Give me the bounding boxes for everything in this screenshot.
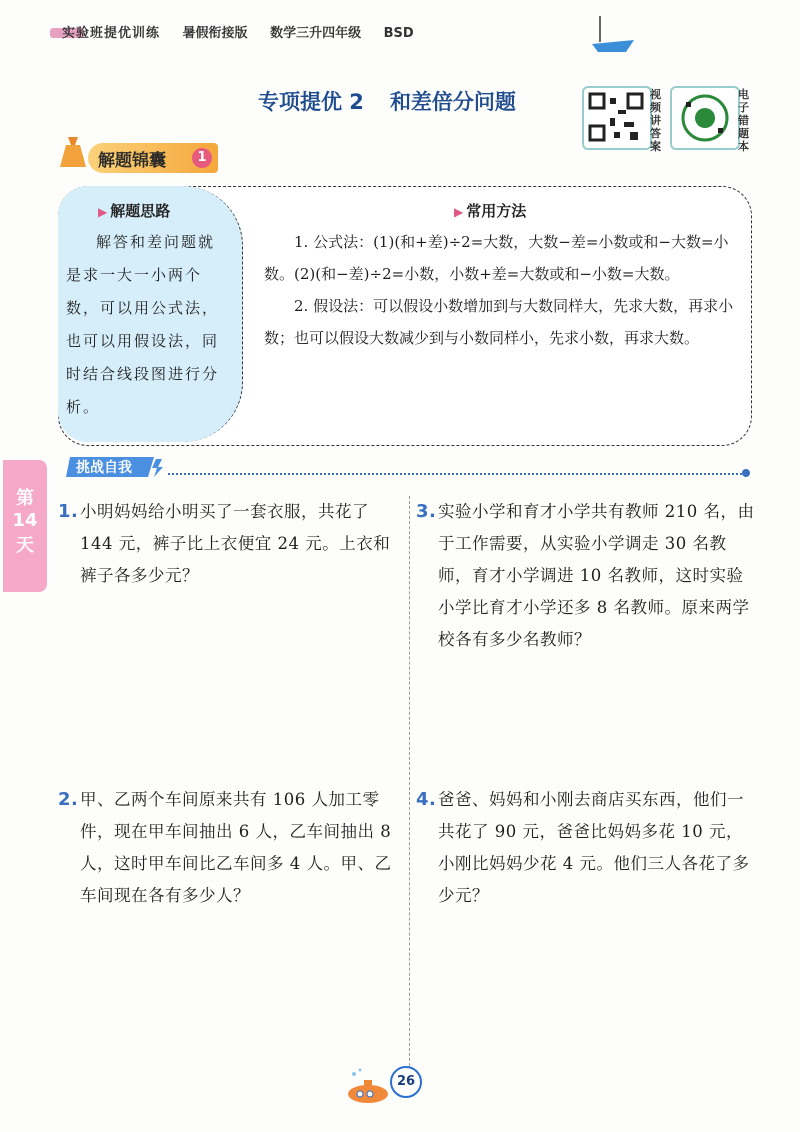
right-heading-text: 常用方法 bbox=[466, 202, 527, 220]
problem-number: 4. bbox=[416, 789, 437, 810]
edition: 暑假衔接版 bbox=[182, 26, 248, 41]
day-tab-line3: 天 bbox=[16, 535, 34, 556]
left-heading bbox=[98, 200, 170, 221]
day-tab bbox=[3, 460, 47, 592]
problem-3 bbox=[416, 496, 756, 656]
problem-number: 3. bbox=[416, 501, 437, 522]
section-number: 1 bbox=[192, 148, 212, 168]
page-title bbox=[258, 86, 516, 116]
method-1: 1. 公式法：(1)(和+差)÷2=大数，大数−差=小数或和−大数=小数。(2)(和−差)÷2=小数，小数+差=大数或和−小数=大数。 bbox=[264, 233, 729, 283]
money-bag-icon bbox=[58, 133, 88, 169]
problem-2 bbox=[58, 784, 398, 912]
challenge-label: 挑战自我 bbox=[76, 460, 132, 476]
page-number: 26 bbox=[390, 1066, 422, 1098]
qr-code-icon bbox=[672, 88, 738, 148]
column-divider bbox=[409, 496, 410, 1076]
methods-text bbox=[264, 226, 742, 354]
divider-endpoint bbox=[742, 469, 750, 477]
triangle-icon: ▶ bbox=[98, 205, 108, 219]
problem-text: 实验小学和育才小学共有教师 210 名，由于工作需要，从实验小学调走 30 名教师，育才小学调进 10 名教师，这时实验小学比育才小学还多 8 名教师。原来两学校各有多少名教师？ bbox=[438, 502, 755, 649]
qr-label-error-book: 电子错题本 bbox=[738, 88, 749, 153]
running-header bbox=[62, 22, 432, 41]
boat-icon bbox=[590, 14, 640, 60]
problem-text: 爸爸、妈妈和小刚去商店买东西，他们一共花了 90 元，爸爸比妈妈多花 10 元，小刚比妈妈少花 4 元。他们三人各花了多少元？ bbox=[438, 790, 750, 905]
publisher-code: BSD bbox=[383, 26, 414, 41]
submarine-icon bbox=[344, 1066, 396, 1106]
problem-1 bbox=[58, 496, 398, 592]
triangle-icon: ▶ bbox=[454, 205, 464, 219]
day-tab-line1: 第 bbox=[16, 488, 34, 509]
problem-text: 小明妈妈给小明买了一套衣服，共花了 144 元，裤子比上衣便宜 24 元。上衣和裤子各多少元？ bbox=[80, 502, 391, 585]
dotted-divider bbox=[168, 473, 742, 475]
problem-text: 甲、乙两个车间原来共有 106 人加工零件，现在甲车间抽出 6 人，乙车间抽出 8 人，这时甲车间比乙车间多 4 人。甲、乙车间现在各有多少人？ bbox=[80, 790, 392, 905]
challenge-banner bbox=[66, 453, 166, 479]
section-title: 解题锦囊 bbox=[98, 151, 166, 171]
qr-label-video: 视频讲答案 bbox=[650, 88, 661, 153]
qr-code-error-book[interactable] bbox=[670, 86, 740, 150]
series-name: 实验班提优训练 bbox=[62, 26, 161, 41]
lightning-icon bbox=[152, 459, 163, 477]
left-heading-text: 解题思路 bbox=[110, 202, 171, 220]
title-prefix: 专项提优 2 bbox=[258, 90, 364, 114]
left-tip-text: 解答和差问题就是求一大一小两个数，可以用公式法，也可以用假设法，同时结合线段图进行分析。 bbox=[66, 233, 220, 416]
qr-code-icon bbox=[584, 88, 650, 148]
day-tab-number: 14 bbox=[12, 510, 38, 531]
method-2: 2. 假设法：可以假设小数增加到与大数同样大，先求大数，再求小数；也可以假设大数减少到与小数同样小，先求小数，再求大数。 bbox=[264, 297, 734, 347]
title-main: 和差倍分问题 bbox=[389, 90, 516, 114]
subject: 数学三升四年级 bbox=[270, 26, 362, 41]
qr-code-video[interactable] bbox=[582, 86, 652, 150]
right-heading bbox=[454, 200, 526, 221]
problem-number: 2. bbox=[58, 789, 79, 810]
problem-number: 1. bbox=[58, 501, 79, 522]
problem-4 bbox=[416, 784, 756, 912]
